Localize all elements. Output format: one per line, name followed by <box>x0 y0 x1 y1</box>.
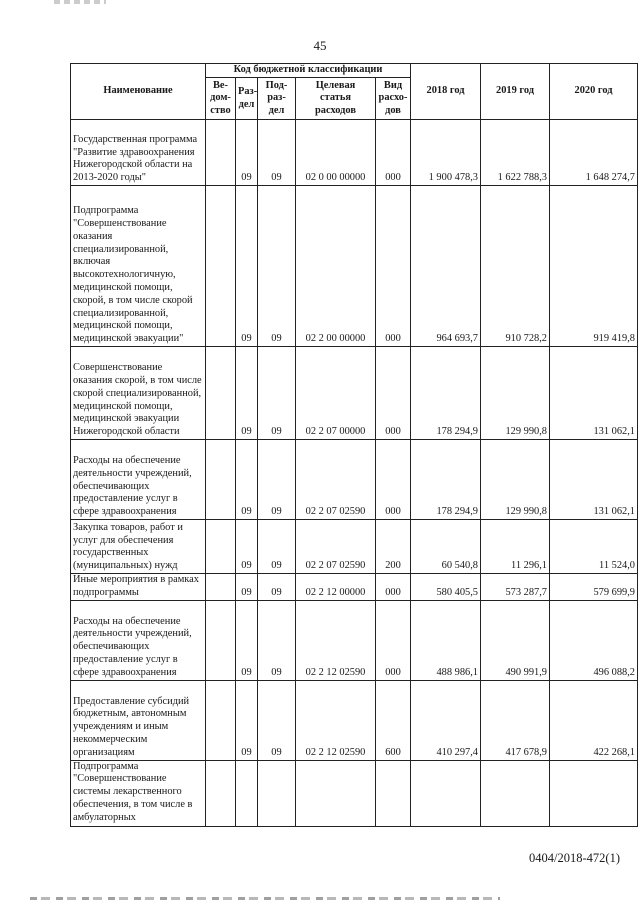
row-razdel: 09 <box>236 680 258 760</box>
row-podrazdel: 09 <box>258 186 296 347</box>
header-2018: 2018 год <box>411 64 481 120</box>
row-value-2020: 579 699,9 <box>550 574 638 601</box>
row-name: Расходы на обеспечение деятельности учреждений, обеспечивающих предоставление услуг в сфере здравоохранения <box>71 440 206 520</box>
row-razdel: 09 <box>236 574 258 601</box>
row-razdel: 09 <box>236 600 258 680</box>
row-name: Закупка товаров, работ и услуг для обеспечения государственных (муниципальных) нужд <box>71 520 206 574</box>
row-celevaya-statya: 02 2 07 02590 <box>296 440 376 520</box>
row-value-2018: 580 405,5 <box>411 574 481 601</box>
row-celevaya-statya: 02 2 12 02590 <box>296 680 376 760</box>
row-vid-rashodov: 000 <box>376 186 411 347</box>
header-2020: 2020 год <box>550 64 638 120</box>
table-row <box>71 440 638 520</box>
row-vid-rashodov: 000 <box>376 440 411 520</box>
row-value-2019: 417 678,9 <box>481 680 550 760</box>
row-podrazdel: 09 <box>258 347 296 440</box>
row-value-2018: 1 900 478,3 <box>411 120 481 186</box>
row-vid-rashodov: 600 <box>376 680 411 760</box>
table-row <box>71 347 638 440</box>
row-value-2020: 131 062,1 <box>550 440 638 520</box>
header-vid-rashodov: Вид расхо- дов <box>376 78 411 120</box>
header-razdel: Раз- дел <box>236 78 258 120</box>
row-value-2018: 410 297,4 <box>411 680 481 760</box>
row-value-2020: 422 268,1 <box>550 680 638 760</box>
budget-table <box>70 63 638 827</box>
row-value-2019: 573 287,7 <box>481 574 550 601</box>
row-vedomstvo <box>206 186 236 347</box>
row-name: Совершенствование оказания скорой, в том числе скорой специализированной, медицинской помощи, медицинской эвакуации Нижегородской области <box>71 347 206 440</box>
row-celevaya-statya: 02 2 12 00000 <box>296 574 376 601</box>
row-value-2019: 1 622 788,3 <box>481 120 550 186</box>
table-row <box>71 520 638 574</box>
row-name: Предоставление субсидий бюджетным, автономным учреждениям и иным некоммерческим организациям <box>71 680 206 760</box>
row-vid-rashodov: 000 <box>376 120 411 186</box>
row-value-2019: 129 990,8 <box>481 347 550 440</box>
row-value-2020: 1 648 274,7 <box>550 120 638 186</box>
row-vedomstvo <box>206 600 236 680</box>
row-value-2019: 129 990,8 <box>481 440 550 520</box>
row-celevaya-statya: 02 2 07 00000 <box>296 347 376 440</box>
row-celevaya-statya: 02 2 00 00000 <box>296 186 376 347</box>
scan-artifact-top <box>54 0 106 4</box>
row-podrazdel: 09 <box>258 520 296 574</box>
row-vid-rashodov: 200 <box>376 520 411 574</box>
row-value-2018: 60 540,8 <box>411 520 481 574</box>
document-code: 0404/2018-472(1) <box>529 851 620 865</box>
row-vid-rashodov: 000 <box>376 574 411 601</box>
row-celevaya-statya <box>296 760 376 826</box>
header-celevaya-statya: Целевая статья расходов <box>296 78 376 120</box>
row-podrazdel: 09 <box>258 440 296 520</box>
row-value-2019: 11 296,1 <box>481 520 550 574</box>
row-celevaya-statya: 02 0 00 00000 <box>296 120 376 186</box>
row-name: Подпрограмма "Совершенствование оказания специализированной, включая высокотехнологичную, медицинской помощи, скорой, в том числе скорой специализированной, медицинской помощи, медицинской эвакуации" <box>71 186 206 347</box>
page-number: 45 <box>313 38 327 53</box>
row-value-2020: 496 088,2 <box>550 600 638 680</box>
row-vid-rashodov: 000 <box>376 347 411 440</box>
row-name: Государственная программа "Развитие здравоохранения Нижегородской области на 2013-2020 годы" <box>71 120 206 186</box>
header-classification-group: Код бюджетной классификации <box>206 64 411 78</box>
row-name: Подпрограмма "Совершенствование системы лекарственного обеспечения, в том числе в амбулаторных <box>71 760 206 826</box>
row-vedomstvo <box>206 440 236 520</box>
row-value-2019: 490 991,9 <box>481 600 550 680</box>
row-value-2020: 11 524,0 <box>550 520 638 574</box>
scan-artifact-bottom <box>30 897 500 900</box>
header-2019: 2019 год <box>481 64 550 120</box>
row-celevaya-statya: 02 2 07 02590 <box>296 520 376 574</box>
row-razdel: 09 <box>236 186 258 347</box>
row-razdel: 09 <box>236 347 258 440</box>
row-vedomstvo <box>206 574 236 601</box>
table-row <box>71 760 638 826</box>
row-razdel: 09 <box>236 120 258 186</box>
row-value-2018 <box>411 760 481 826</box>
row-razdel: 09 <box>236 520 258 574</box>
row-razdel: 09 <box>236 440 258 520</box>
row-value-2020: 131 062,1 <box>550 347 638 440</box>
row-vedomstvo <box>206 520 236 574</box>
row-value-2018: 488 986,1 <box>411 600 481 680</box>
row-value-2020: 919 419,8 <box>550 186 638 347</box>
row-vedomstvo <box>206 760 236 826</box>
row-celevaya-statya: 02 2 12 02590 <box>296 600 376 680</box>
row-podrazdel: 09 <box>258 574 296 601</box>
row-value-2020 <box>550 760 638 826</box>
row-razdel <box>236 760 258 826</box>
row-name: Расходы на обеспечение деятельности учреждений, обеспечивающих предоставление услуг в сфере здравоохранения <box>71 600 206 680</box>
row-name: Иные мероприятия в рамках подпрограммы <box>71 574 206 601</box>
row-value-2018: 964 693,7 <box>411 186 481 347</box>
row-podrazdel: 09 <box>258 120 296 186</box>
row-vedomstvo <box>206 347 236 440</box>
row-vid-rashodov <box>376 760 411 826</box>
row-podrazdel: 09 <box>258 600 296 680</box>
header-podrazdel: Под- раз- дел <box>258 78 296 120</box>
table-row <box>71 186 638 347</box>
row-podrazdel: 09 <box>258 680 296 760</box>
header-vedomstvo: Ве- дом- ство <box>206 78 236 120</box>
header-name: Наименование <box>71 64 206 120</box>
table-row <box>71 680 638 760</box>
row-vedomstvo <box>206 120 236 186</box>
row-vedomstvo <box>206 680 236 760</box>
row-value-2018: 178 294,9 <box>411 347 481 440</box>
row-podrazdel <box>258 760 296 826</box>
row-value-2019 <box>481 760 550 826</box>
row-value-2018: 178 294,9 <box>411 440 481 520</box>
table-row <box>71 574 638 601</box>
table-row <box>71 600 638 680</box>
table-row <box>71 120 638 186</box>
row-value-2019: 910 728,2 <box>481 186 550 347</box>
row-vid-rashodov: 000 <box>376 600 411 680</box>
